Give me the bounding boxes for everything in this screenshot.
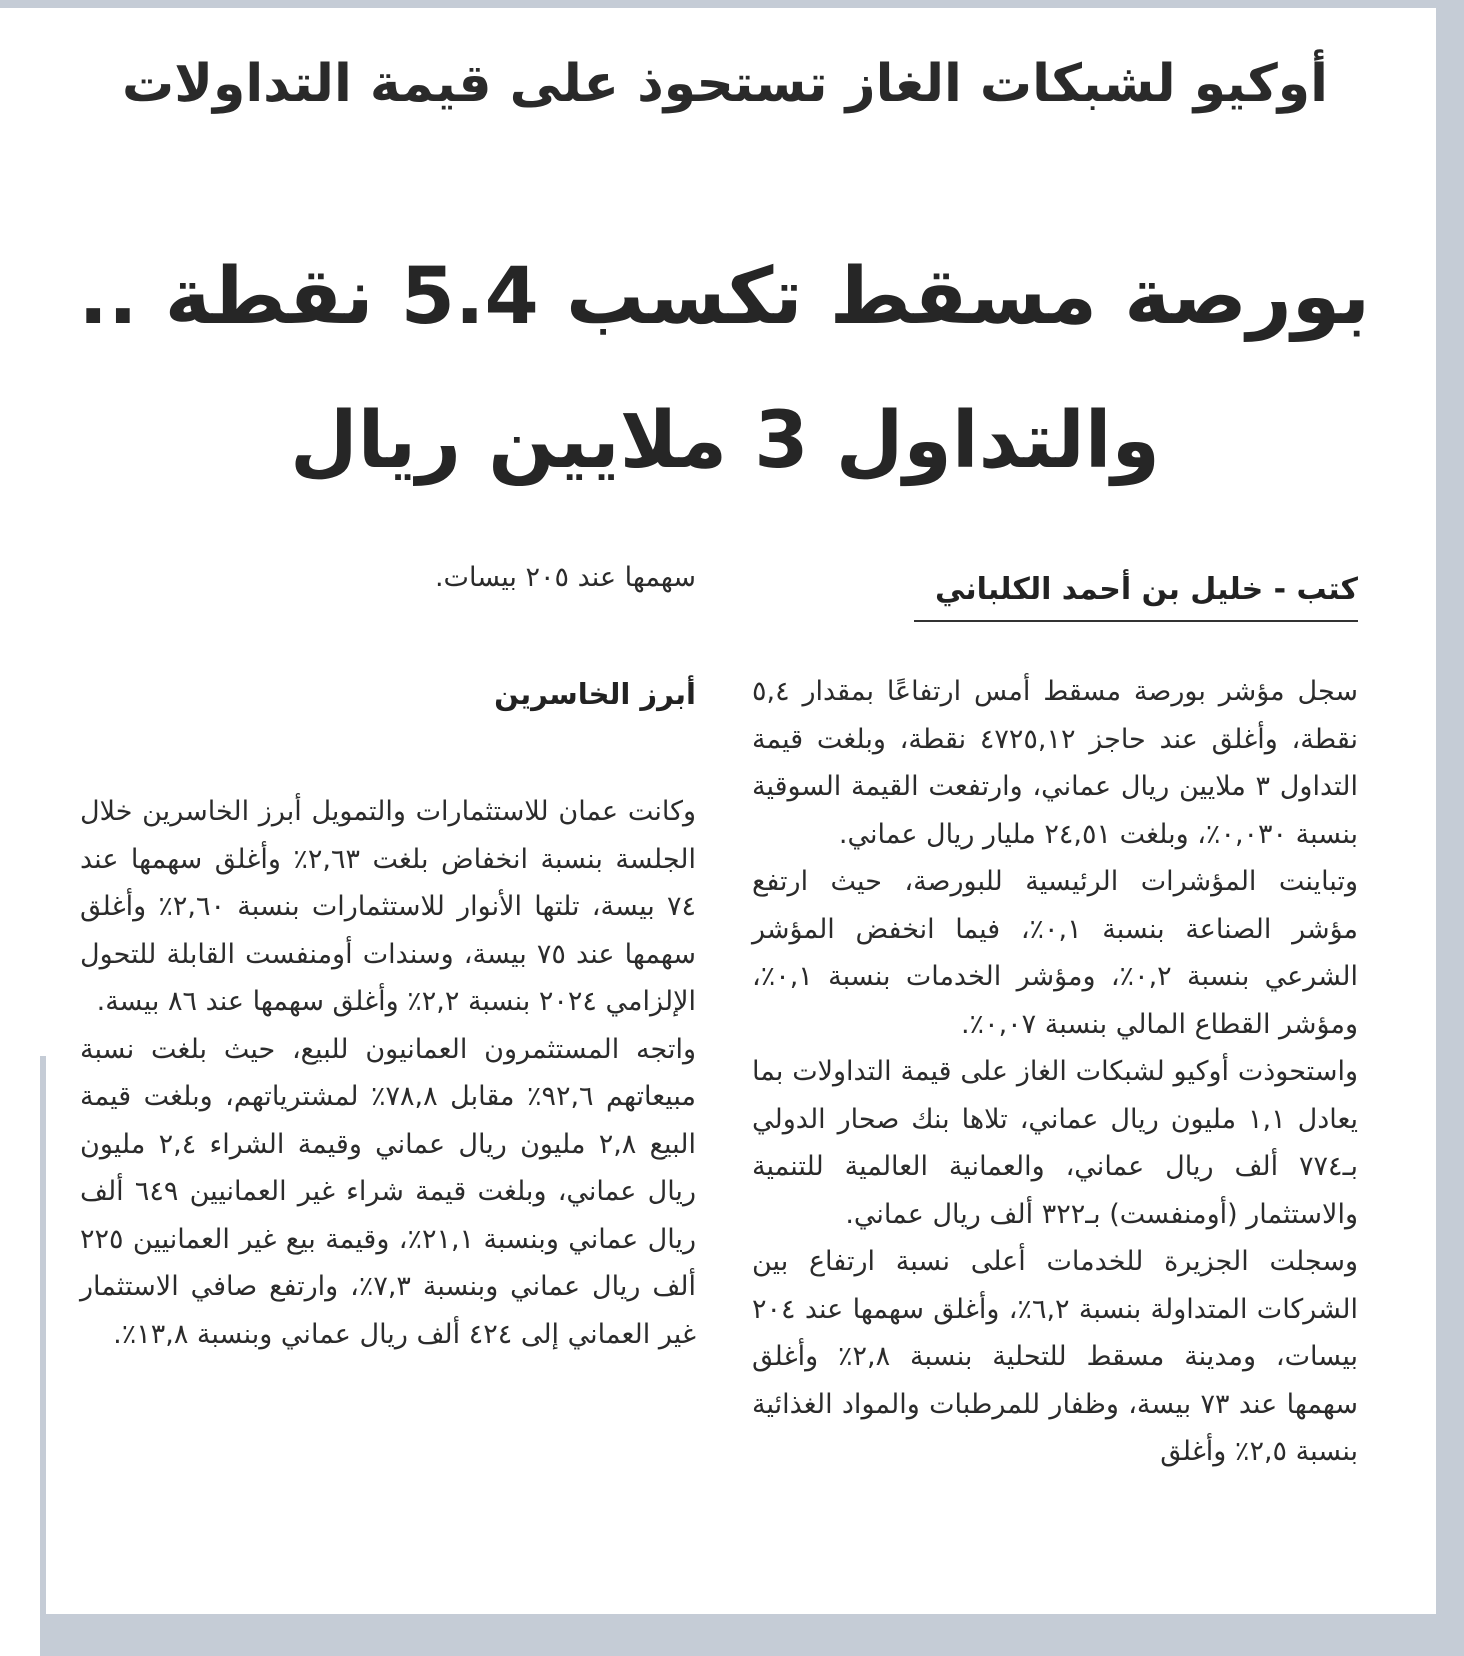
frame-border-right: [1436, 0, 1464, 1656]
frame-border-top: [0, 0, 1464, 8]
paragraph: وسجلت الجزيرة للخدمات أعلى نسبة ارتفاع بين الشركات المتداولة بنسبة ٦,٢٪، وأغلق سهمها عند ٢٠٤ بيسات، ومدينة مسقط للتحلية بنسبة ٢,٨٪ وأغلق سهمها عند ٧٣ بيسة، وظفار للمرطبات والمواد الغذائية بنسبة ٢,٥٪ وأغلق: [752, 1246, 1359, 1467]
article-byline: كتب - خليل بن أحمد الكلباني: [914, 560, 1358, 622]
paragraph: واستحوذت أوكيو لشبكات الغاز على قيمة التداولات بما يعادل ١,١ مليون ريال عماني، تلاها بنك صحار الدولي بـ٧٧٤ ألف ريال عماني، والعمانية العالمية للتنمية والاستثمار (أومنفست) بـ٣٢٢ ألف ريال عماني.: [752, 1056, 1358, 1230]
section-subhead: أبرز الخاسرين: [494, 677, 696, 711]
article-headline: [80, 238, 1370, 500]
paragraph: سجل مؤشر بورصة مسقط أمس ارتفاعًا بمقدار ٥,٤ نقطة، وأغلق عند حاجز ٤٧٢٥,١٢ نقطة، وبلغت قيمة التداول ٣ ملايين ريال عماني، وارتفعت القيمة السوقية بنسبة ٠,٠٣٠٪، وبلغت ٢٤,٥١ مليار ريال عماني.: [752, 676, 1358, 850]
frame-border-bottom: [40, 1614, 1464, 1656]
headline-line-2: والتداول 3 ملايين ريال: [289, 396, 1161, 486]
article-kicker: أوكيو لشبكات الغاز تستحوذ على قيمة التداولات: [122, 54, 1328, 114]
paragraph: وتباينت المؤشرات الرئيسية للبورصة، حيث ارتفع مؤشر الصناعة بنسبة ٠,١٪، فيما انخفض المؤشر الشرعي بنسبة ٠,٢٪، ومؤشر الخدمات بنسبة ٠,١٪، ومؤشر القطاع المالي بنسبة ٠,٠٧٪.: [752, 866, 1358, 1040]
article-column-left: [80, 788, 696, 1358]
paragraph: واتجه المستثمرون العمانيون للبيع، حيث بلغت نسبة مبيعاتهم ٩٢,٦٪ مقابل ٧٨,٨٪ لمشترياتهم، وبلغت قيمة البيع ٢,٨ مليون ريال عماني وقيمة الشراء ٢,٤ مليون ريال عماني، وبلغت قيمة شراء غير العمانيين ٦٤٩ ألف ريال عماني وبنسبة ٢١,١٪، وقيمة بيع غير العمانيين ٢٢٥ ألف ريال عماني وبنسبة ٧,٣٪، وارتفع صافي الاستثمار غير العماني إلى ٤٢٤ ألف ريال عماني وبنسبة ١٣,٨٪.: [80, 1033, 697, 1350]
article-column-right: [752, 668, 1358, 1476]
headline-line-1: بورصة مسقط تكسب 5.4 نقطة ..: [78, 252, 1370, 342]
paragraph: وكانت عمان للاستثمارات والتمويل أبرز الخاسرين خلال الجلسة بنسبة انخفاض بلغت ٢,٦٣٪ وأغلق سهمها عند ٧٤ بيسة، تلتها الأنوار للاستثمارات بنسبة ٢,٦٠٪ وأغلق سهمها عند ٧٥ بيسة، وسندات أومنفست القابلة للتحول الإلزامي ٢٠٢٤ بنسبة ٢,٢٪ وأغلق سهمها عند ٨٦ بيسة.: [80, 796, 697, 1017]
article-column-left-continuation: سهمها عند ٢٠٥ بيسات.: [434, 562, 696, 593]
